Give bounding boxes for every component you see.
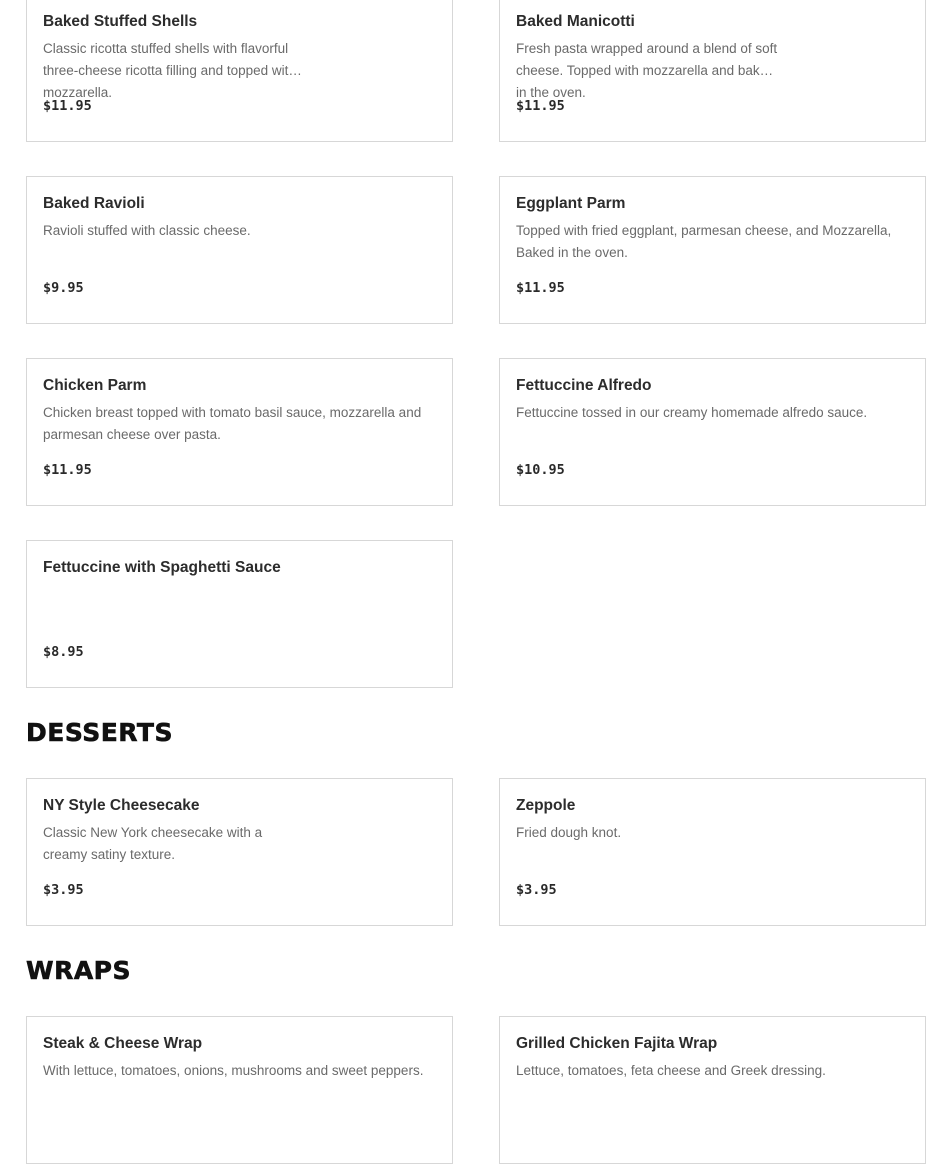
menu-item-name: NY Style Cheesecake xyxy=(43,797,200,814)
menu-item-name: Baked Ravioli xyxy=(43,195,145,212)
menu-item-description: Topped with fried eggplant, parmesan cheese, and Mozzarella, Baked in the oven. xyxy=(516,223,892,260)
menu-item-card[interactable] xyxy=(499,358,926,506)
menu-item-card[interactable] xyxy=(26,0,453,142)
menu-item-description: Lettuce, tomatoes, feta cheese and Greek dressing. xyxy=(516,1063,826,1078)
menu-item-price: $10.95 xyxy=(516,462,565,478)
menu-item-card[interactable] xyxy=(26,540,453,688)
section-title-wraps: WRAPS xyxy=(26,956,132,985)
menu-item-card[interactable] xyxy=(26,358,453,506)
menu-item-name: Zeppole xyxy=(516,797,576,814)
menu-item-name: Chicken Parm xyxy=(43,377,147,394)
menu-item-price: $8.95 xyxy=(43,644,84,660)
menu-item-description: Fried dough knot. xyxy=(516,825,622,840)
menu-item-description xyxy=(43,584,441,628)
menu-item-price: $3.95 xyxy=(43,882,84,898)
menu-item-name: Baked Stuffed Shells xyxy=(43,13,198,30)
menu-item-name: Grilled Chicken Fajita Wrap xyxy=(516,1035,718,1052)
menu-item-card[interactable] xyxy=(26,778,453,926)
menu-item-description: With lettuce, tomatoes, onions, mushrooms and sweet peppers. xyxy=(43,1063,424,1078)
menu-item-price: $11.95 xyxy=(43,462,92,478)
menu-item-price: $11.95 xyxy=(43,98,92,114)
menu-item-card[interactable] xyxy=(499,778,926,926)
menu-item-name: Baked Manicotti xyxy=(516,13,635,30)
menu-item-description: Classic ricotta stuffed shells with flavorful three-cheese ricotta filling and topped with mozzarella. xyxy=(43,41,296,100)
menu-item-description: Fresh pasta wrapped around a blend of soft cheese. Topped with mozzarella and baked in the oven. xyxy=(516,41,778,100)
menu-item-card[interactable] xyxy=(499,0,926,142)
section-title-desserts: DESSERTS xyxy=(26,718,173,747)
menu-item-price: $11.95 xyxy=(516,98,565,114)
menu-item-price: $11.95 xyxy=(516,280,565,296)
menu-item-card[interactable] xyxy=(26,176,453,324)
menu-item-name: Steak & Cheese Wrap xyxy=(43,1035,203,1052)
menu-item-price: $3.95 xyxy=(516,882,557,898)
menu-item-description: Ravioli stuffed with classic cheese. xyxy=(43,223,251,238)
menu-item-price: $9.95 xyxy=(43,280,84,296)
menu-item-card[interactable] xyxy=(26,1016,453,1164)
menu-item-description: Chicken breast topped with tomato basil sauce, mozzarella and parmesan cheese over pasta. xyxy=(43,405,422,442)
menu-item-description: Classic New York cheesecake with a creamy satiny texture. xyxy=(43,825,263,862)
menu-item-description: Fettuccine tossed in our creamy homemade alfredo sauce. xyxy=(516,405,868,420)
menu-item-card[interactable] xyxy=(499,176,926,324)
menu-item-name: Fettuccine Alfredo xyxy=(516,377,652,394)
menu-item-card[interactable] xyxy=(499,1016,926,1164)
menu-item-name: Eggplant Parm xyxy=(516,195,626,212)
menu-item-name: Fettuccine with Spaghetti Sauce xyxy=(43,559,281,576)
